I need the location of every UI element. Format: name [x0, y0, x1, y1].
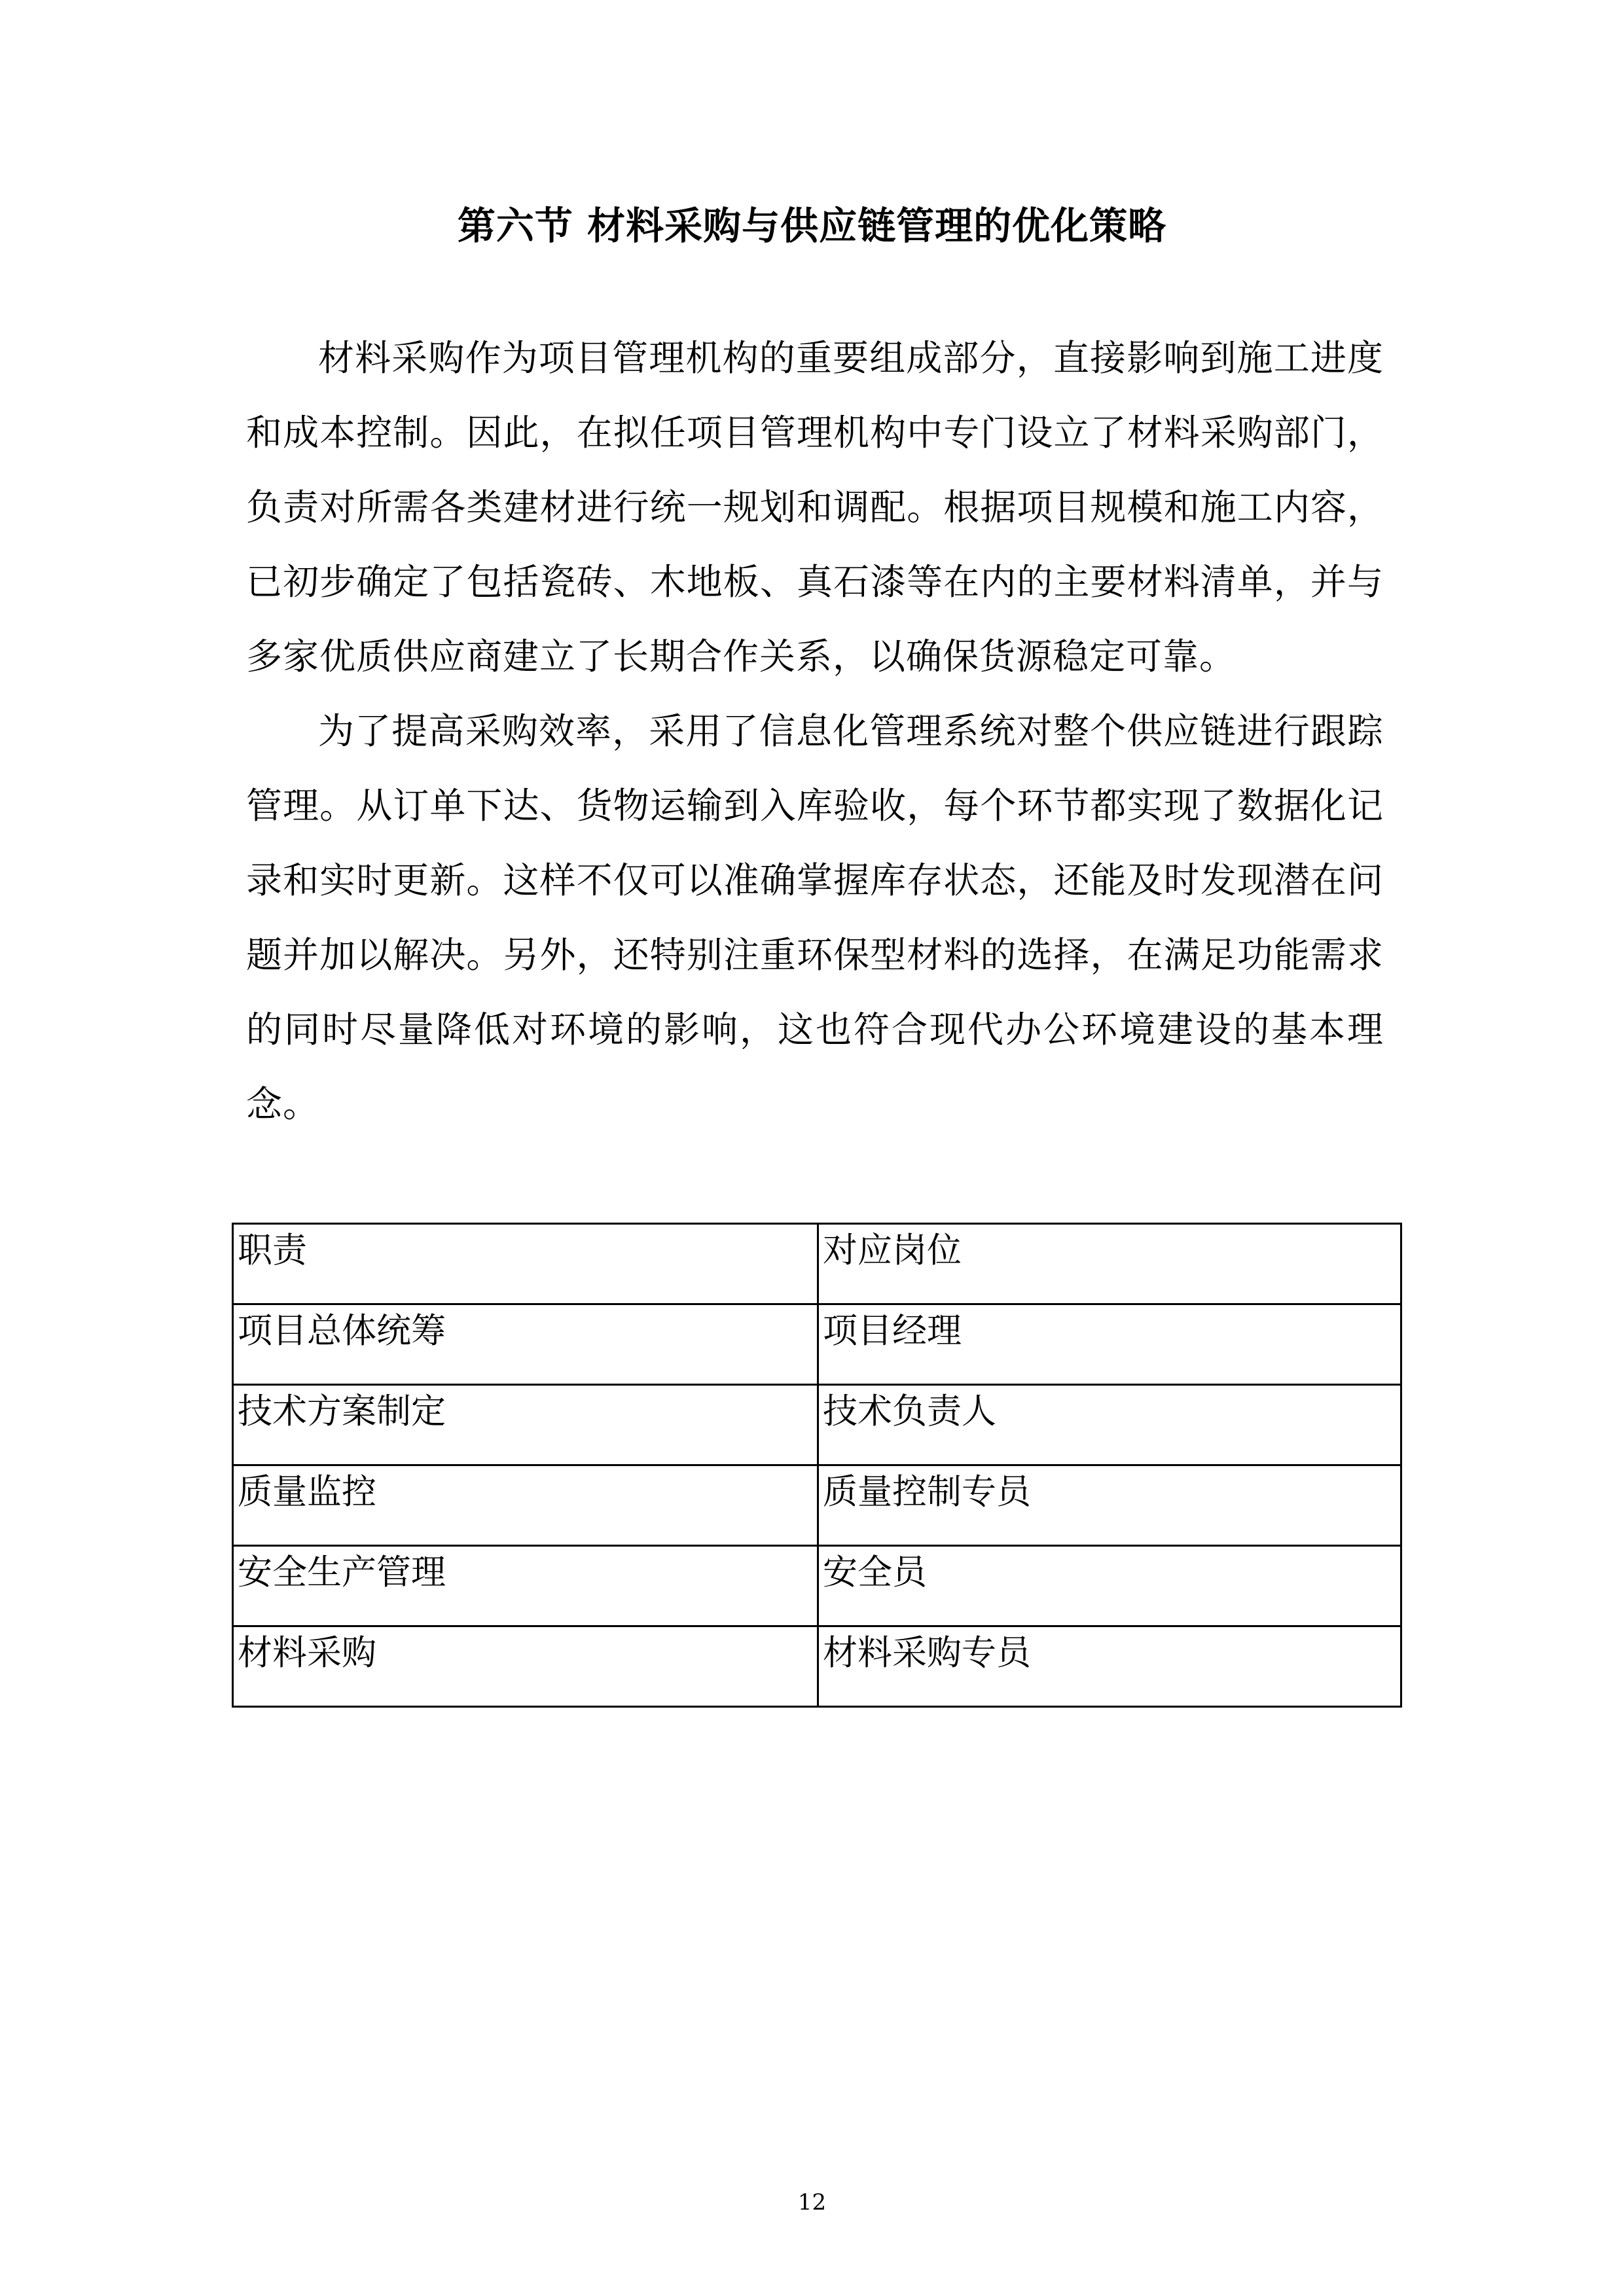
table-cell: 项目经理 — [818, 1304, 1401, 1385]
table-cell: 安全员 — [818, 1546, 1401, 1626]
page-number: 12 — [797, 2189, 827, 2215]
table-row — [233, 1385, 1401, 1465]
table-header-row — [233, 1224, 1401, 1304]
paragraph: 材料采购作为项目管理机构的重要组成部分，直接影响到施工进度和成本控制。因此，在拟任项目管理机构中专门设立了材料采购部门，负责对所需各类建材进行统一规划和调配。根据项目规模和施工内容，已初步确定了包括瓷砖、木地板、真石漆等在内的主要材料清单，并与多家优质供应商建立了长期合作关系，以确保货源稳定可靠。 — [246, 337, 1384, 677]
table-row — [233, 1626, 1401, 1707]
table-cell: 项目总体统筹 — [233, 1304, 818, 1385]
page-title: 第六节 材料采购与供应链管理的优化策略 — [457, 204, 1167, 248]
table-cell: 材料采购专员 — [818, 1626, 1401, 1707]
table-cell: 材料采购 — [233, 1626, 818, 1707]
table-row — [233, 1304, 1401, 1385]
table-cell: 质量监控 — [233, 1465, 818, 1546]
table-cell: 质量控制专员 — [818, 1465, 1401, 1546]
table-header-cell: 对应岗位 — [818, 1224, 1401, 1304]
paragraph: 为了提高采购效率，采用了信息化管理系统对整个供应链进行跟踪管理。从订单下达、货物运输到入库验收，每个环节都实现了数据化记录和实时更新。这样不仅可以准确掌握库存状态，还能及时发现潜在问题并加以解决。另外，还特别注重环保型材料的选择，在满足功能需求的同时尽量降低对环境的影响，这也符合现代办公环境建设的基本理念。 — [246, 710, 1384, 1125]
table-cell: 技术负责人 — [818, 1385, 1401, 1465]
table-cell: 安全生产管理 — [233, 1546, 818, 1626]
duty-table — [232, 1223, 1402, 1708]
table-cell: 技术方案制定 — [233, 1385, 818, 1465]
table-row — [233, 1465, 1401, 1546]
table-row — [233, 1546, 1401, 1626]
body-text — [246, 321, 1384, 1141]
table-header-cell: 职责 — [233, 1224, 818, 1304]
